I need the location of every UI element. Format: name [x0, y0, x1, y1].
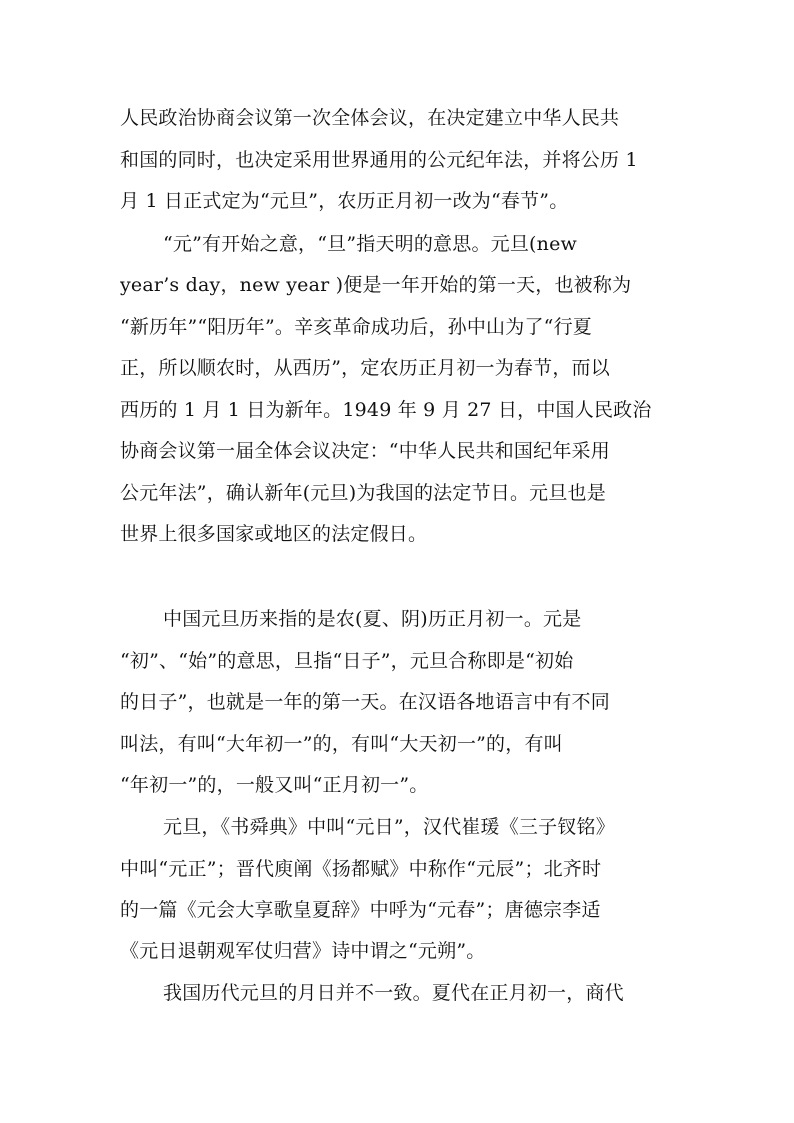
text-line: 的日子”，也就是一年的第一天。在汉语各地语言中有不同: [120, 691, 610, 713]
text-line: “初”、“始”的意思，旦指“日子”，元旦合称即是“初始: [120, 650, 574, 672]
text-line: 中叫“元正”；晋代庾阐《扬都赋》中称作“元辰”；北齐时: [120, 858, 602, 880]
text-line: 中国元旦历来指的是农(夏、阴)历正月初一。元是: [163, 608, 582, 630]
text-line: 月 1 日正式定为“元旦”，农历正月初一改为“春节”。: [120, 190, 569, 212]
text-line: 我国历代元旦的月日并不一致。夏代在正月初一，商代: [163, 982, 624, 1004]
text-line: 正，所以顺农时，从西历”，定农历正月初一为春节，而以: [120, 357, 610, 379]
text-line: “新历年”“阳历年”。辛亥革命成功后，孙中山为了“行夏: [120, 316, 592, 338]
text-line: 西历的 1 月 1 日为新年。1949 年 9 月 27 日，中国人民政治: [120, 399, 652, 421]
text-line: 人民政治协商会议第一次全体会议，在决定建立中华人民共: [120, 107, 620, 129]
text-line: “元”有开始之意，“旦”指天明的意思。元旦(new: [163, 233, 578, 255]
text-line: 《元日退朝观军仗归营》诗中谓之“元朔”。: [120, 940, 486, 962]
text-line: 公元年法”，确认新年(元旦)为我国的法定节日。元旦也是: [120, 482, 606, 504]
text-line: 的一篇《元会大享歌皇夏辞》中呼为“元春”；唐德宗李适: [120, 899, 601, 921]
text-line: “年初一”的，一般又叫“正月初一”。: [120, 774, 429, 796]
text-line: year’s day，new year )便是一年开始的第一天，也被称为: [120, 274, 632, 296]
text-line: 叫法，有叫“大年初一”的，有叫“大天初一”的，有叫: [120, 733, 563, 755]
text-line: 和国的同时，也决定采用世界通用的公元纪年法，并将公历 1: [120, 149, 638, 171]
text-line: 世界上很多国家或地区的法定假日。: [120, 523, 428, 545]
text-line: 协商会议第一届全体会议决定：“中华人民共和国纪年采用: [120, 440, 610, 462]
text-line: 元旦，《书舜典》中叫“元日”，汉代崔瑗《三子钗铭》: [163, 816, 615, 838]
